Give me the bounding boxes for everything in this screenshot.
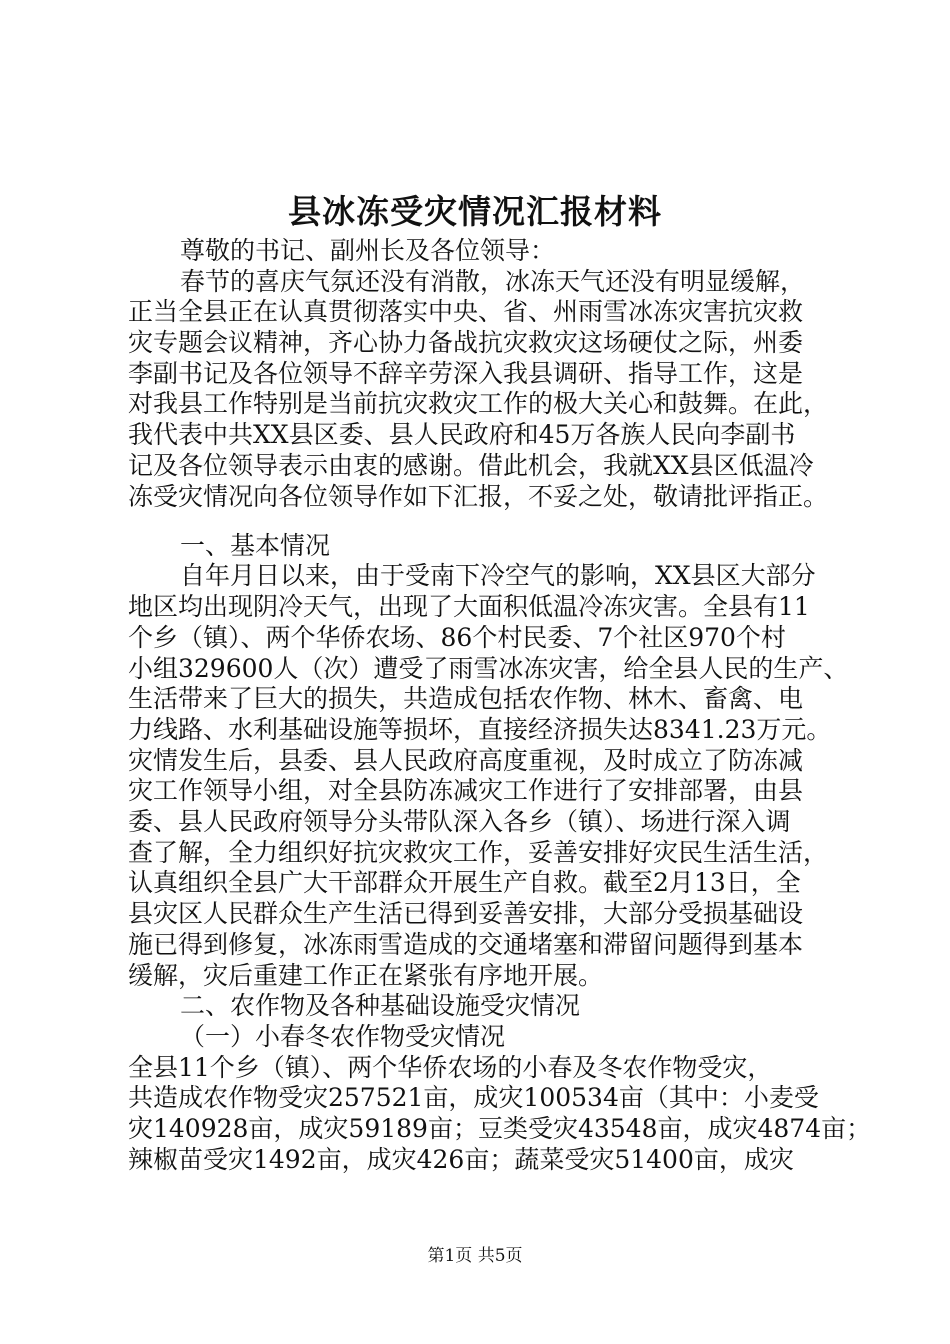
paragraph-line: 生活带来了巨大的损失，共造成包括农作物、林木、畜禽、电 [128, 684, 804, 713]
page-footer: 第1页 共5页 [427, 1246, 523, 1266]
paragraph-line: 灾140928亩，成灾59189亩；豆类受灾43548亩，成灾4874亩； [128, 1114, 872, 1143]
paragraph-line: 灾工作领导小组，对全县防冻减灾工作进行了安排部署，由县 [128, 776, 804, 805]
paragraph-line: 我代表中共XX县区委、县人民政府和45万各族人民向李副书 [128, 420, 796, 449]
paragraph-line: 委、县人民政府领导分头带队深入各乡（镇）、场进行深入调 [128, 807, 791, 836]
paragraph-line: 春节的喜庆气氛还没有消散，冰冻天气还没有明显缓解， [180, 267, 806, 296]
paragraph-line: 自年月日以来，由于受南下冷空气的影响，XX县区大部分 [180, 561, 816, 590]
paragraph-line: 县灾区人民群众生产生活已得到妥善安排，大部分受损基础设 [128, 899, 804, 928]
paragraph-line: 地区均出现阴冷天气，出现了大面积低温冷冻灾害。全县有11 [128, 592, 810, 621]
section-heading: 一、基本情况 [180, 531, 331, 560]
paragraph-line: 对我县工作特别是当前抗灾救灾工作的极大关心和鼓舞。在此， [128, 389, 829, 418]
paragraph-line: 施已得到修复，冰冻雨雪造成的交通堵塞和滞留问题得到基本 [128, 930, 804, 959]
paragraph-line: 小组329600人（次）遭受了雨雪冰冻灾害，给全县人民的生产、 [128, 654, 849, 683]
paragraph-line: 查了解，全力组织好抗灾救灾工作，妥善安排好灾民生活生活， [128, 838, 829, 867]
paragraph-line: 灾情发生后，县委、县人民政府高度重视，及时成立了防冻减 [128, 746, 804, 775]
paragraph-line: 缓解，灾后重建工作正在紧张有序地开展。 [128, 961, 604, 990]
subsection-heading: （一）小春冬农作物受灾情况 [180, 1022, 506, 1051]
paragraph-line: 辣椒苗受灾1492亩，成灾426亩；蔬菜受灾51400亩，成灾 [128, 1145, 794, 1174]
paragraph-line: 李副书记及各位领导不辞辛劳深入我县调研、指导工作，这是 [128, 359, 804, 388]
paragraph-line: 冻受灾情况向各位领导作如下汇报，不妥之处，敬请批评指正。 [128, 482, 829, 511]
paragraph-line: 正当全县正在认真贯彻落实中央、省、州雨雪冰冻灾害抗灾救 [128, 297, 804, 326]
paragraph-line: 灾专题会议精神，齐心协力备战抗灾救灾这场硬仗之际，州委 [128, 328, 804, 357]
paragraph-line: 力线路、水利基础设施等损坏，直接经济损失达8341.23万元。 [128, 715, 832, 744]
paragraph-line: 全县11个乡（镇）、两个华侨农场的小春及冬农作物受灾， [128, 1053, 773, 1082]
section-heading: 二、农作物及各种基础设施受灾情况 [180, 991, 581, 1020]
paragraph-line: 认真组织全县广大干部群众开展生产自救。截至2月13日，全 [128, 868, 801, 897]
paragraph-line: 个乡（镇）、两个华侨农场、86个村民委、7个社区970个村 [128, 623, 786, 652]
document-title: 县冰冻受灾情况汇报材料 [288, 192, 662, 231]
paragraph-line: 记及各位领导表示由衷的感谢。借此机会，我就XX县区低温冷 [128, 451, 814, 480]
salutation: 尊敬的书记、副州长及各位领导： [180, 236, 556, 265]
paragraph-line: 共造成农作物受灾257521亩，成灾100534亩（其中：小麦受 [128, 1083, 819, 1112]
